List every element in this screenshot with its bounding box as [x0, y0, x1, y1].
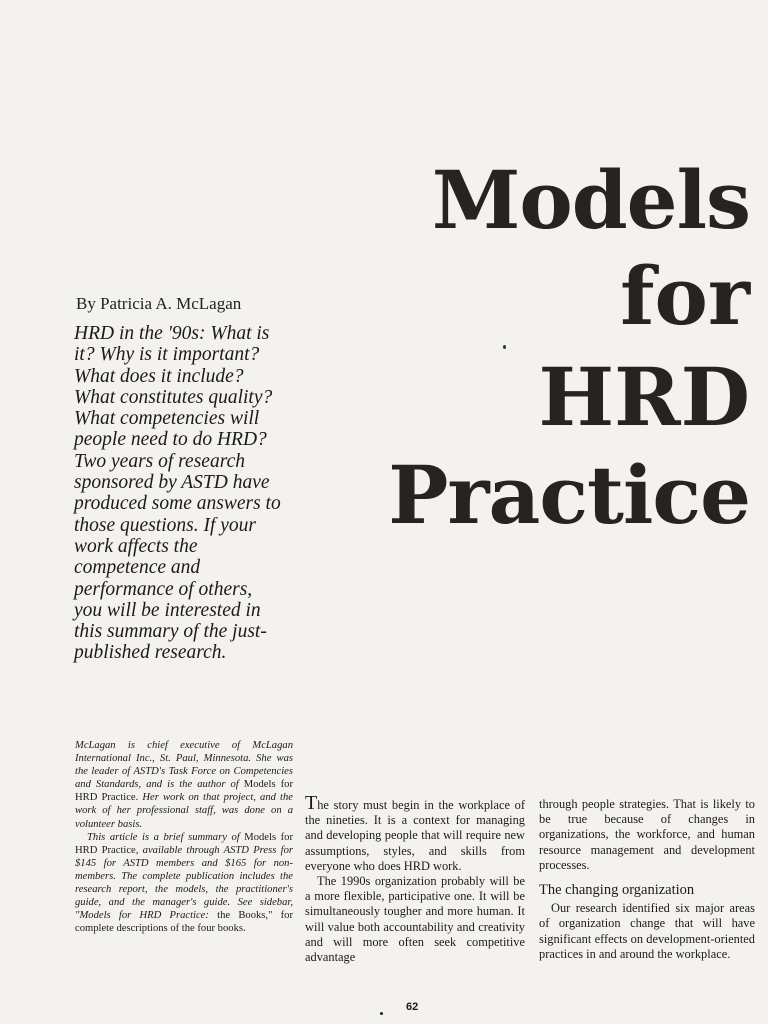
dropcap: T [305, 792, 318, 814]
bio-paragraph-2 [75, 831, 293, 936]
author-bio [75, 739, 293, 935]
col2-paragraph-2: Our research identified six major areas of organization change that will have significant effects on development-oriented practices in and around the workplace. [539, 901, 755, 961]
col1-p1-text: he story must begin in the workplace of the nineties. It is a context for managing and developing people that will require new assumptions, styles, and skills from everyone who does HRD work. [305, 798, 525, 873]
col2-paragraph-1: through people strategies. That is likely to be true because of changes in organizations, the workforce, and human resource management and development processes. [539, 797, 755, 872]
bio-p1-lead: McLagan is chief executive of McLagan International Inc., St. Paul, Minnesota. She was the leader of ASTD's Task Force on Competencies and Standards, and is the author of [75, 740, 293, 791]
subhead-changing-organization: The changing organization [539, 882, 695, 899]
bio-paragraph-1 [75, 739, 293, 831]
body-column-1 [305, 792, 525, 965]
bio-p2-lead: This article is a brief summary of [87, 831, 245, 843]
title-line-1: Models [431, 153, 750, 247]
title-line-4: Practice [388, 448, 750, 542]
col1-paragraph-2: The 1990s organization probably will be a more flexible, participative one. It will be simultaneously tougher and more human. It will value both accountability and creativity and will more often seek competitive advantage [305, 874, 525, 965]
byline: By Patricia A. McLagan [76, 294, 242, 313]
page-number: 62 [406, 1001, 419, 1013]
title-line-2: for [620, 249, 750, 343]
bio-p2-book: Models for HRD Practice, [75, 831, 293, 856]
col1-paragraph-1 [305, 792, 525, 874]
body-column-2 [539, 797, 755, 962]
deck-text: HRD in the '90s: What is it? Why is it important? What does it include? What constitutes quality? What competencies will people need to do HRD? Two years of research sponsored by ASTD have produced some answers to those questions. If your work affects the competence and performance of others, you will be interested in this summary of the just-published research. [74, 323, 281, 664]
bio-p1-tail: Her work on that project, and the work of her professional staff, was done on a volunteer basis. [75, 792, 293, 830]
print-speck [503, 345, 506, 349]
bio-p2-tail: the Books," for complete descriptions of the four books. [75, 910, 293, 935]
deck-summary [74, 323, 284, 664]
bio-p1-book: Models for HRD Practice. [75, 779, 293, 804]
page-mark-dot [380, 1012, 383, 1015]
bio-p2-mid: available through ASTD Press for $145 for ASTD members and $165 for non-members. The complete publication includes the research report, the models, the practitioner's guide, and the manager's guide. See sidebar, "Models for HRD Practice: [75, 844, 293, 922]
title-line-3: HRD [538, 350, 750, 444]
